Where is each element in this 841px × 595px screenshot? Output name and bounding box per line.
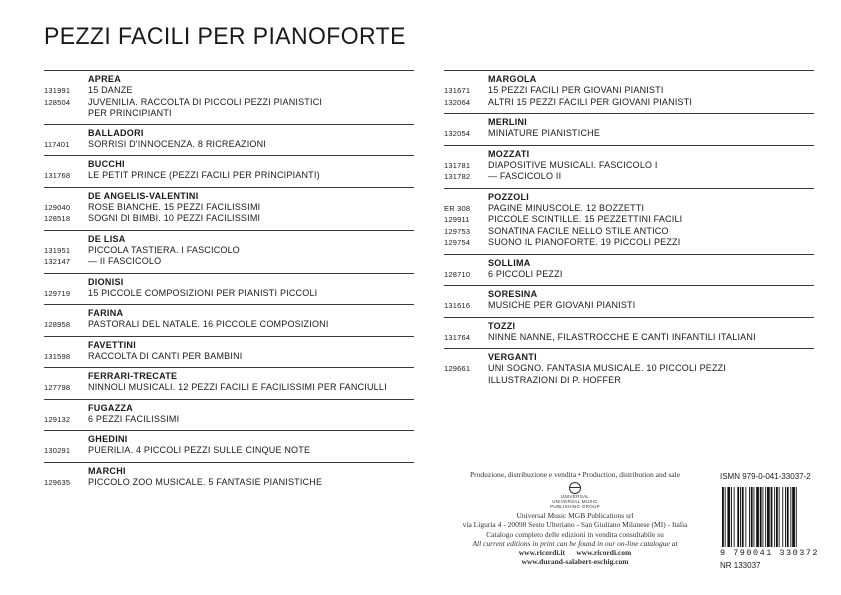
work-row	[44, 202, 414, 214]
barcode-bar	[760, 487, 762, 547]
work-title: SOGNI DI BIMBI. 10 PEZZI FACILISSIMI	[88, 213, 261, 223]
barcode-bar	[774, 487, 775, 547]
work-row	[44, 139, 414, 151]
composer-entry	[444, 285, 814, 317]
composer-name: TOZZI	[488, 320, 516, 331]
work-title: SONATINA FACILE NELLO STILE ANTICO	[488, 225, 669, 236]
work-title: ALTRI 15 PEZZI FACILI PER GIOVANI PIANISTI	[488, 96, 693, 107]
composer-entry	[44, 430, 414, 462]
logo-text-2: UNIVERSAL MUSIC	[552, 499, 598, 505]
barcode-bar	[742, 487, 744, 547]
composer-entry	[44, 399, 414, 431]
work-title: PER PRINCIPIANTI	[88, 108, 172, 118]
composer-entry	[44, 70, 414, 124]
work-title: NINNE NANNE, FILASTROCCHE E CANTI INFANTILI ITALIANI	[488, 331, 756, 342]
barcode-bar	[740, 487, 741, 547]
page-title: PEZZI FACILI PER PIANOFORTE	[44, 22, 406, 50]
composer-name: GHEDINI	[88, 434, 128, 444]
catalogue-code: 131951	[44, 245, 71, 255]
work-row	[444, 332, 814, 344]
universal-logo	[530, 482, 620, 509]
website-link-durand[interactable]: www.durand-salabert-eschig.com	[521, 557, 629, 567]
composer-entry	[44, 230, 414, 273]
catalogue-code: 128958	[44, 320, 71, 329]
composer-entry	[44, 304, 414, 336]
work-title: 15 DANZE	[88, 85, 133, 95]
catalogue-code: 130291	[44, 446, 71, 455]
work-title: PAGINE MINUSCOLE. 12 BOZZETTI	[488, 202, 645, 213]
barcode-block	[720, 472, 820, 570]
composer-name: FERRARI-TRECATE	[88, 371, 178, 381]
composer-entry	[44, 124, 414, 156]
composer-name: SORESINA	[488, 289, 538, 299]
catalogue-code: 129635	[44, 477, 71, 487]
composer-name: DE LISA	[88, 233, 126, 244]
catalogue-code: 131671	[444, 86, 471, 95]
catalogue-code: 131782	[444, 172, 471, 181]
catalogue-code	[444, 375, 488, 386]
catalogue-code: 131781	[444, 160, 471, 170]
barcode-bar	[792, 487, 795, 547]
work-title: PICCOLA TASTIERA. I FASCICOLO	[88, 244, 241, 255]
composer-entry	[444, 145, 814, 188]
work-row	[44, 213, 414, 225]
composer-name: MARCHI	[88, 465, 126, 476]
catalogue-code: 129719	[44, 288, 71, 298]
composer-name: BUCCHI	[88, 159, 125, 169]
barcode-bar	[785, 487, 786, 547]
work-row	[44, 445, 414, 457]
barcode-bar	[756, 487, 759, 547]
work-title: 6 PEZZI FACILISSIMI	[88, 413, 180, 424]
company-name: Universal Music MGB Publications srl	[516, 511, 634, 521]
work-title: — FASCICOLO II	[488, 171, 562, 181]
work-title: LE PETIT PRINCE (PEZZI FACILI PER PRINCIPIANTI)	[88, 170, 320, 180]
work-title: JUVENILIA. RACCOLTA DI PICCOLI PEZZI PIANISTICI	[88, 96, 323, 107]
catalogue-code: 129911	[444, 215, 470, 224]
work-row	[444, 375, 814, 386]
catalogue-code: 129661	[444, 364, 471, 373]
barcode-bar	[796, 487, 797, 547]
composer-name: DIONISI	[88, 276, 124, 287]
work-title: PUERILIA. 4 PICCOLI PEZZI SULLE CINQUE NOTE	[88, 445, 311, 455]
barcode-bar	[754, 487, 755, 547]
catalogue-code: 131598	[44, 351, 71, 361]
barcode-bar	[782, 487, 783, 547]
work-row	[44, 414, 414, 426]
composer-name: MERLINI	[488, 117, 528, 127]
catalogue-code: ER 308	[444, 203, 471, 213]
work-title: DIAPOSITIVE MUSICALI. FASCICOLO I	[488, 159, 658, 170]
catalogue-note-it: Catalogo completo delle edizioni in vendita consultabile su	[486, 529, 664, 539]
work-title: SUONO IL PIANOFORTE. 19 PICCOLI PEZZI	[488, 237, 681, 247]
composer-name: POZZOLI	[488, 191, 530, 202]
work-row	[444, 97, 814, 109]
composer-name: MOZZATI	[488, 148, 530, 159]
website-link-ricordi-com[interactable]: www.ricordi.com	[576, 548, 632, 558]
barcode-bar	[727, 487, 730, 547]
composer-name: VERGANTI	[488, 352, 537, 362]
composer-entry	[444, 317, 814, 349]
work-row	[44, 170, 414, 182]
company-address: via Liguria 4 - 20098 Sesto Ulteriano - San Giuliano Milanese (MI) - Italia	[462, 520, 688, 530]
barcode-bar	[734, 487, 735, 547]
work-title: UNI SOGNO. FANTASIA MUSICALE. 10 PICCOLI PEZZI	[488, 363, 727, 373]
barcode-number: 9 790041 330372	[720, 548, 820, 558]
work-row	[444, 85, 814, 97]
barcode-bar	[731, 487, 732, 547]
barcode-bar	[725, 487, 726, 547]
logo-text-3: PUBLISHING GROUP	[550, 504, 600, 510]
barcode-bar	[771, 487, 773, 547]
work-title: MINIATURE PIANISTICHE	[488, 128, 601, 138]
ismn-label: ISMN 979-0-041-33037-2	[720, 472, 811, 481]
work-row	[44, 245, 414, 257]
barcode-bar	[745, 487, 746, 547]
work-title: PASTORALI DEL NATALE. 16 PICCOLE COMPOSIZIONI	[88, 319, 329, 329]
composer-name: MARGOLA	[488, 74, 537, 84]
work-row	[44, 288, 414, 300]
catalogue-code: 129132	[44, 414, 71, 424]
catalogue-code: 128504	[44, 97, 71, 107]
work-row	[444, 128, 814, 140]
work-title: NINNOLI MUSICALI. 12 PEZZI FACILI E FACILISSIMI PER FANCIULLI	[88, 382, 387, 392]
catalogue-code: 132147	[44, 257, 71, 266]
barcode-bar	[790, 487, 791, 547]
work-row	[444, 171, 814, 183]
work-row	[444, 226, 814, 238]
work-row	[44, 256, 414, 268]
work-row	[44, 319, 414, 331]
work-row	[444, 237, 814, 249]
catalogue-code: 128710	[444, 269, 471, 279]
work-title: PICCOLE SCINTILLE. 15 PEZZETTINI FACILI	[488, 214, 683, 224]
catalogue-code: 117401	[44, 139, 70, 149]
work-title: PICCOLO ZOO MUSICALE. 5 FANTASIE PIANISTICHE	[88, 476, 323, 487]
composer-name: SOLLIMA	[488, 257, 531, 268]
website-link-ricordi-it[interactable]: www.ricordi.it	[518, 548, 565, 558]
work-title: ROSE BIANCHE. 15 PEZZI FACILISSIMI	[88, 201, 261, 212]
barcode-bar	[737, 487, 739, 547]
barcode-bar	[776, 487, 778, 547]
work-row	[444, 269, 814, 281]
website-links	[440, 548, 710, 557]
composer-entry	[44, 273, 414, 305]
catalogue-code: 129040	[44, 202, 71, 212]
barcode-bar	[765, 487, 766, 547]
barcode-bar	[779, 487, 780, 547]
work-row	[44, 351, 414, 363]
catalogue-code: 131764	[444, 332, 471, 342]
barcode-bar	[749, 487, 750, 547]
catalogue-code: 131991	[44, 86, 71, 95]
composer-entry	[444, 70, 814, 113]
barcode-bar	[751, 487, 753, 547]
catalogue-code: 129754	[444, 238, 471, 247]
composer-entry	[444, 348, 814, 390]
work-title: — II FASCICOLO	[88, 256, 162, 266]
work-row	[444, 160, 814, 172]
work-title: 15 PEZZI FACILI PER GIOVANI PIANISTI	[488, 85, 664, 95]
composer-name: DE ANGELIS-VALENTINI	[88, 190, 199, 201]
work-title: 6 PICCOLI PEZZI	[488, 268, 563, 279]
catalogue-code: 132064	[444, 97, 471, 107]
work-title: MUSICHE PER GIOVANI PIANISTI	[488, 300, 636, 310]
barcode-icon	[720, 487, 816, 547]
barcode-bar	[763, 487, 764, 547]
composer-entry	[444, 188, 814, 254]
work-row	[444, 363, 814, 375]
catalogue-code: 127798	[44, 383, 71, 392]
composer-name: FUGAZZA	[88, 402, 134, 413]
composer-name: FARINA	[88, 308, 124, 318]
publisher-footer	[440, 470, 710, 566]
composer-entry	[444, 113, 814, 145]
work-row	[44, 108, 414, 119]
catalogue-right-column	[444, 70, 814, 390]
logo-text-1: UNIVERSAL	[560, 494, 590, 500]
catalogue-code: 132054	[444, 129, 471, 138]
catalogue-code: 129753	[444, 226, 471, 236]
composer-name: BALLADORI	[88, 127, 144, 138]
work-row	[44, 85, 414, 97]
work-title: ILLUSTRAZIONI DI P. HOFFER	[488, 374, 622, 385]
work-row	[44, 382, 414, 394]
work-row	[44, 97, 414, 109]
work-row	[44, 477, 414, 489]
catalogue-note-en: All current editions in print can be found in our on-line catalogue at	[472, 538, 678, 548]
composer-entry	[44, 462, 414, 494]
composer-entry	[44, 336, 414, 368]
work-row	[444, 203, 814, 215]
work-title: SORRISI D'INNOCENZA. 8 RICREAZIONI	[88, 138, 267, 149]
catalogue-code	[44, 108, 88, 119]
globe-icon	[569, 482, 581, 494]
composer-entry	[444, 254, 814, 286]
work-title: 15 PICCOLE COMPOSIZIONI PER PIANISTI PICCOLI	[88, 287, 318, 298]
catalogue-number: NR 133037	[720, 561, 761, 570]
catalogue-code: 131768	[44, 171, 71, 180]
catalogue-code: 131616	[444, 301, 471, 310]
catalogue-code: 128518	[44, 214, 71, 223]
barcode-bar	[767, 487, 770, 547]
composer-entry	[44, 187, 414, 230]
work-title: RACCOLTA DI CANTI PER BAMBINI	[88, 350, 243, 361]
composer-entry	[44, 367, 414, 399]
catalogue-left-column	[44, 70, 414, 493]
composer-name: FAVETTINI	[88, 339, 137, 350]
work-row	[444, 214, 814, 226]
composer-entry	[44, 155, 414, 187]
barcode-bar	[722, 487, 724, 547]
work-row	[444, 300, 814, 312]
composer-name: APREA	[88, 74, 122, 84]
production-note: Produzione, distribuzione e vendita • Production, distribution and sale	[469, 470, 681, 479]
barcode-bar	[787, 487, 789, 547]
